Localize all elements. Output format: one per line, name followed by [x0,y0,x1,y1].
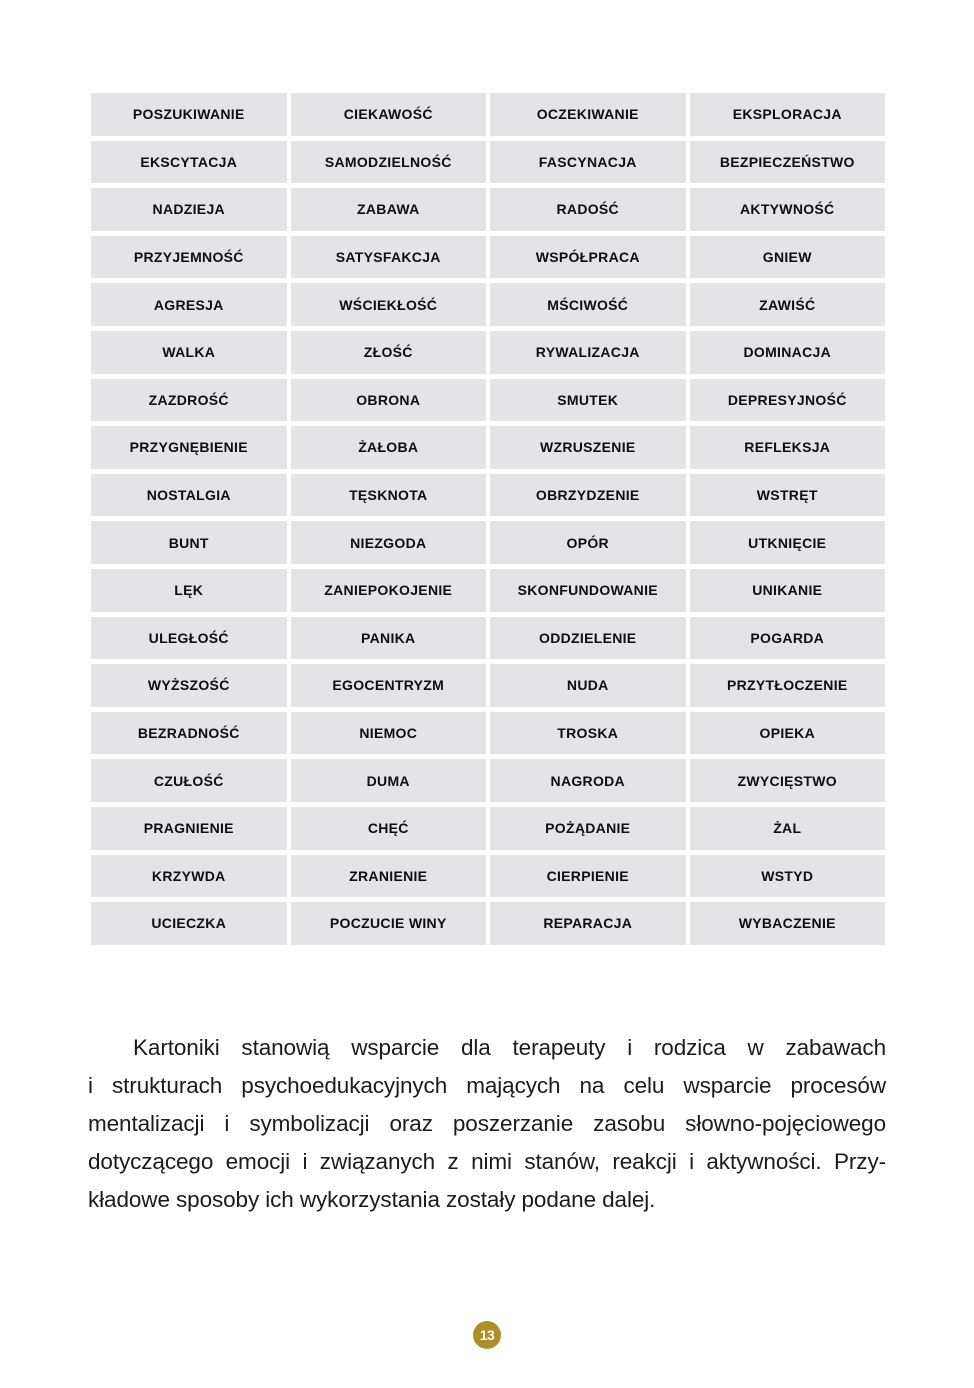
emotion-cell: FASCYNACJA [490,141,686,184]
emotion-cell: RADOŚĆ [490,188,686,231]
emotion-cell: POCZUCIE WINY [291,902,487,945]
page-number-badge [473,1321,501,1349]
emotion-cell: POGARDA [690,617,886,660]
emotion-cell: WYBACZENIE [690,902,886,945]
emotion-cell: WALKA [91,331,287,374]
emotion-cell: PRZYGNĘBIENIE [91,426,287,469]
emotion-cell: EKSPLORACJA [690,93,886,136]
page-number: 13 [479,1327,495,1343]
emotion-cell: LĘK [91,569,287,612]
emotion-cell: DEPRESYJNOŚĆ [690,379,886,422]
emotion-cell: WSTRĘT [690,474,886,517]
emotion-cell: GNIEW [690,236,886,279]
emotion-cell: AKTYWNOŚĆ [690,188,886,231]
emotion-cell: ULEGŁOŚĆ [91,617,287,660]
emotion-cell: PRAGNIENIE [91,807,287,850]
emotion-cell: NAGRODA [490,759,686,802]
emotion-cell: OPÓR [490,521,686,564]
emotion-cell: EGOCENTRYZM [291,664,487,707]
emotion-cell: POSZUKIWANIE [91,93,287,136]
emotion-cell: ODDZIELENIE [490,617,686,660]
paragraph-line: mentalizacji i symbolizacji oraz poszerzanie zasobu słowno-pojęciowego [88,1111,886,1136]
emotion-grid [91,93,885,945]
emotion-cell: DOMINACJA [690,331,886,374]
emotion-cell: ZANIEPOKOJENIE [291,569,487,612]
emotion-cell: AGRESJA [91,283,287,326]
emotion-cell: NUDA [490,664,686,707]
emotion-cell: ZAZDROŚĆ [91,379,287,422]
emotion-cell: MŚCIWOŚĆ [490,283,686,326]
emotion-cell: SAMODZIELNOŚĆ [291,141,487,184]
emotion-cell: REFLEKSJA [690,426,886,469]
emotion-cell: DUMA [291,759,487,802]
emotion-cell: ZABAWA [291,188,487,231]
emotion-cell: ZAWIŚĆ [690,283,886,326]
emotion-cell: PRZYTŁOCZENIE [690,664,886,707]
emotion-cell: NADZIEJA [91,188,287,231]
emotion-cell: EKSCYTACJA [91,141,287,184]
paragraph-line: Kartoniki stanowią wsparcie dla terapeuty i rodzica w zabawach [133,1035,886,1060]
emotion-cell: WZRUSZENIE [490,426,686,469]
emotion-cell: BEZRADNOŚĆ [91,712,287,755]
emotion-cell: UCIECZKA [91,902,287,945]
emotion-cell: RYWALIZACJA [490,331,686,374]
emotion-cell: REPARACJA [490,902,686,945]
emotion-cell: CZUŁOŚĆ [91,759,287,802]
emotion-cell: ŻAŁOBA [291,426,487,469]
emotion-cell: WSTYD [690,855,886,898]
emotion-cell: SATYSFAKCJA [291,236,487,279]
emotion-cell: POŻĄDANIE [490,807,686,850]
paragraph-line: i strukturach psychoedukacyjnych mających na celu wsparcie procesów [88,1073,886,1098]
emotion-cell: SMUTEK [490,379,686,422]
emotion-cell: ŻAL [690,807,886,850]
emotion-cell: NIEMOC [291,712,487,755]
emotion-cell: WSPÓŁPRACA [490,236,686,279]
emotion-cell: NOSTALGIA [91,474,287,517]
emotion-cell: BUNT [91,521,287,564]
emotion-cell: OCZEKIWANIE [490,93,686,136]
emotion-cell: CHĘĆ [291,807,487,850]
emotion-cell: TROSKA [490,712,686,755]
emotion-cell: CIEKAWOŚĆ [291,93,487,136]
emotion-cell: PANIKA [291,617,487,660]
emotion-cell: SKONFUNDOWANIE [490,569,686,612]
emotion-cell: PRZYJEMNOŚĆ [91,236,287,279]
emotion-cell: CIERPIENIE [490,855,686,898]
emotion-cell: KRZYWDA [91,855,287,898]
emotion-cell: OPIEKA [690,712,886,755]
emotion-cell: NIEZGODA [291,521,487,564]
emotion-cell: ZWYCIĘSTWO [690,759,886,802]
paragraph-line: dotyczącego emocji i związanych z nimi stanów, reakcji i aktywności. Przy- [88,1149,886,1174]
emotion-cell: UTKNIĘCIE [690,521,886,564]
emotion-cell: TĘSKNOTA [291,474,487,517]
emotion-cell: WYŻSZOŚĆ [91,664,287,707]
emotion-cell: OBRONA [291,379,487,422]
emotion-cell: UNIKANIE [690,569,886,612]
body-paragraph [88,1029,886,1219]
emotion-cell: OBRZYDZENIE [490,474,686,517]
emotion-cell: ZRANIENIE [291,855,487,898]
emotion-cell: WŚCIEKŁOŚĆ [291,283,487,326]
paragraph-line: kładowe sposoby ich wykorzystania zostały podane dalej. [88,1187,656,1212]
emotion-cell: BEZPIECZEŃSTWO [690,141,886,184]
emotion-cell: ZŁOŚĆ [291,331,487,374]
